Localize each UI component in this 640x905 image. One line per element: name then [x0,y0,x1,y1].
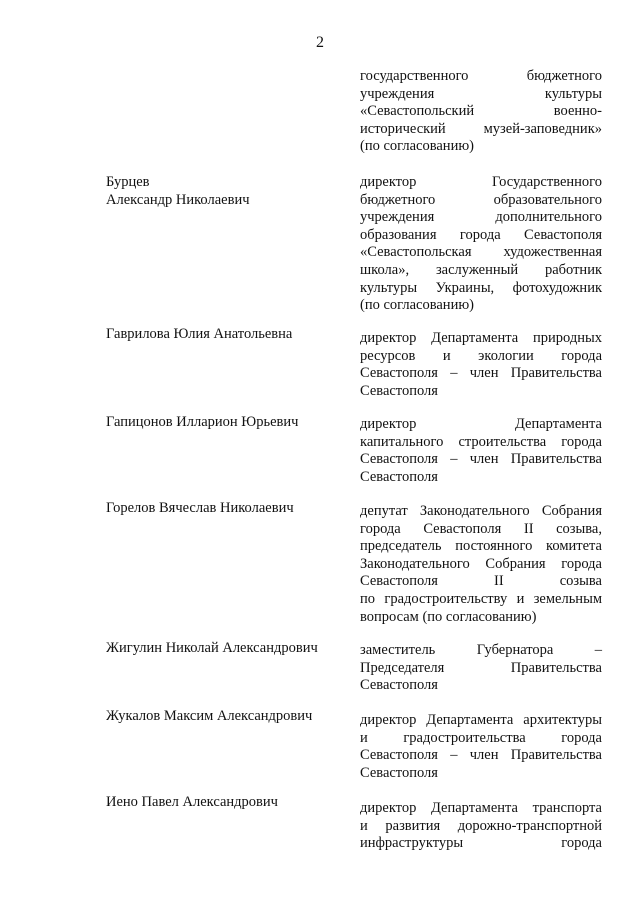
member-description [360,330,602,400]
desc-line: директор Департамента архитектуры [360,712,602,728]
desc-line: по градостроительству и земельным [360,590,602,607]
desc-line: ресурсов и экологии города [360,347,602,364]
member-name [106,794,346,812]
name-line: Жукалов Максим Александрович [106,708,313,724]
member-name [106,640,346,658]
desc-line: капитального строительства города [360,433,602,450]
name-line: Иено Павел Александрович [106,794,278,810]
desc-line: директор Государственного [360,174,602,190]
desc-line: школа», заслуженный работник [360,261,602,278]
desc-line: Севастополя [360,764,438,781]
member-description [360,416,602,486]
desc-line: депутат Законодательного Собрания [360,503,602,519]
member-name [106,326,346,344]
desc-line: и градостроительства города [360,729,602,746]
desc-line: Севастополя II созыва [360,573,602,590]
member-name [106,414,346,432]
desc-line: Севастополя [360,382,438,399]
desc-line: Председателя Правительства [360,659,602,676]
member-name [106,500,346,518]
desc-line: Севастополя – член Правительства [360,451,602,468]
desc-line: (по согласованию) [360,297,474,314]
desc-line: Севастополя – член Правительства [360,747,602,764]
member-name [106,174,346,209]
name-line: Александр Николаевич [106,191,250,208]
desc-line: заместитель Губернатора – [360,642,602,658]
page-number: 2 [316,34,324,51]
desc-line: учреждения культуры [360,85,602,102]
member-description [360,712,602,782]
desc-line: города Севастополя II созыва, [360,520,602,537]
desc-line: Севастополя [360,677,438,694]
desc-line: бюджетного образовательного [360,191,602,208]
desc-line: председатель постоянного комитета [360,538,602,555]
name-line: Бурцев [106,174,150,190]
member-description [360,503,602,626]
desc-line: (по согласованию) [360,138,474,155]
desc-line: исторический музей-заповедник» [360,120,602,137]
desc-line: Севастополя – член Правительства [360,365,602,382]
desc-line: и развития дорожно-транспортной [360,817,602,834]
desc-line: вопросам (по согласованию) [360,608,537,625]
member-description [360,642,602,695]
name-line: Гапицонов Илларион Юрьевич [106,414,299,430]
member-name [106,708,346,726]
desc-line: инфраструктуры города [360,835,602,852]
desc-line: директор Департамента транспорта [360,800,602,816]
desc-line: директор Департамента природных [360,330,602,346]
member-description [360,174,602,315]
desc-line: культуры Украины, фотохудожник [360,279,602,296]
desc-line: учреждения дополнительного [360,209,602,226]
name-line: Жигулин Николай Александрович [106,640,318,656]
desc-line: директор Департамента [360,416,602,432]
member-description [360,68,602,156]
desc-line: «Севастопольская художественная [360,244,602,261]
desc-line: государственного бюджетного [360,68,602,84]
desc-line: Севастополя [360,468,438,485]
desc-line: образования города Севастополя [360,226,602,243]
member-description [360,800,602,853]
desc-line: «Севастопольский военно- [360,103,602,120]
desc-line: Законодательного Собрания города [360,555,602,572]
name-line: Гаврилова Юлия Анатольевна [106,326,293,342]
name-line: Горелов Вячеслав Николаевич [106,500,294,516]
